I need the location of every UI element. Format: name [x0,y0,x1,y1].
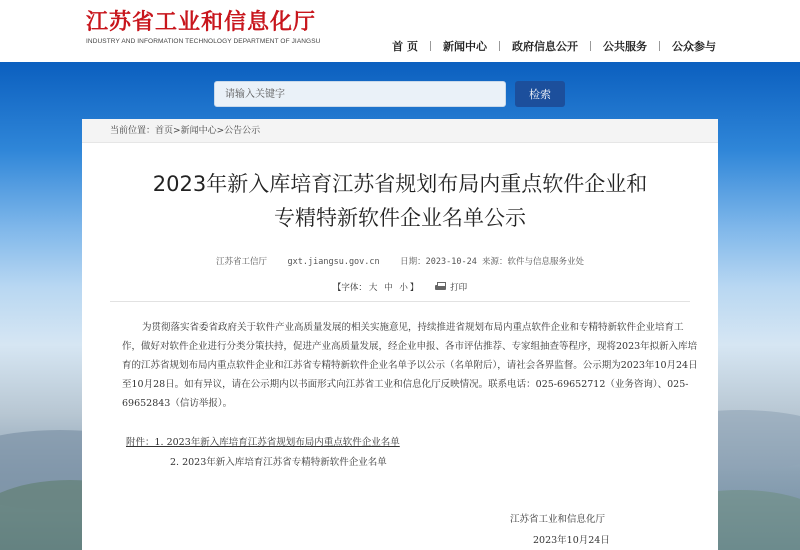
logo-title: 江苏省工业和信息化厅 [86,10,317,35]
nav-item-home[interactable]: 首 页 [392,40,418,53]
meta-site: gxt.jiangsu.gov.cn [287,257,380,267]
printer-icon[interactable] [435,282,446,291]
print-link[interactable]: 打印 [450,283,468,293]
breadcrumb-separator: > [173,126,181,136]
font-size-end: 】 [409,283,419,293]
breadcrumb [82,119,718,143]
nav-divider [590,41,591,51]
font-size-label: 【字体： [332,283,367,293]
attachment-link-1[interactable]: 附件：1. 2023年新入库培育江苏省规划布局内重点软件企业名单 [126,437,400,448]
attachment-link-2[interactable]: 2. 2023年新入库培育江苏省专精特新软件企业名单 [170,457,387,468]
search-input[interactable] [214,81,506,107]
nav-divider [499,41,500,51]
breadcrumb-section[interactable]: 新闻中心 [180,126,217,136]
main-nav [392,38,716,54]
font-size-medium[interactable]: 中 [384,283,393,293]
nav-divider [430,41,431,51]
breadcrumb-current[interactable]: 公告公示 [224,126,261,136]
nav-divider [659,41,660,51]
meta-source: 江苏省工信厅 [216,257,268,267]
font-size-small[interactable]: 小 [399,283,408,293]
breadcrumb-separator: > [216,126,225,136]
site-logo[interactable] [86,9,320,46]
nav-item-participation[interactable]: 公众参与 [672,40,716,53]
meta-date: 日期：2023-10-24 [400,257,477,267]
signature-date: 2023年10月24日 [533,535,610,546]
breadcrumb-home[interactable]: 首页 [155,126,174,136]
search-button[interactable]: 检索 [515,81,565,107]
breadcrumb-prefix: 当前位置： [110,126,156,136]
article-body: 为贯彻落实省委省政府关于软件产业高质量发展的相关实施意见，持续推进省规划布局内重点软件企业和专精特新软件企业培育工作，做好对软件企业进行分类分策扶持，促进产业高质量发展，经企业申报、各市评估推荐、专家组抽查等程序，现将2023年拟新入库培育的江苏省规划布局内重点软件企业和江苏省专精特新软件企业名单予以公示（名单附后），请社会各界监督。公示期为2023年10月24日至10月28日。如有异议，请在公示期内以书面形式向江苏省工业和信息化厅反映情况。联系电话：025-69652712（业务咨询）、025-69652843（信访举报）。 [122,322,698,409]
article-card [82,119,718,550]
article-title [82,167,718,235]
nav-item-news[interactable]: 新闻中心 [443,40,487,53]
article-toolbar [82,281,718,293]
article-title-line1: 2023年新入库培育江苏省规划布局内重点软件企业和 [152,172,648,196]
font-size-large[interactable]: 大 [368,283,378,293]
nav-item-gov-info[interactable]: 政府信息公开 [512,40,578,53]
article-meta [82,255,718,267]
signature-org: 江苏省工业和信息化厅 [510,514,606,525]
content-divider [110,301,690,302]
article-title-line2: 专精特新软件企业名单公示 [274,206,526,230]
meta-origin: 来源：软件与信息服务业处 [481,257,584,267]
logo-subtitle: INDUSTRY AND INFORMATION TECHNOLOGY DEPARTMENT OF JIANGSU [86,38,321,45]
site-header [0,0,800,62]
nav-item-public-service[interactable]: 公共服务 [603,40,647,53]
